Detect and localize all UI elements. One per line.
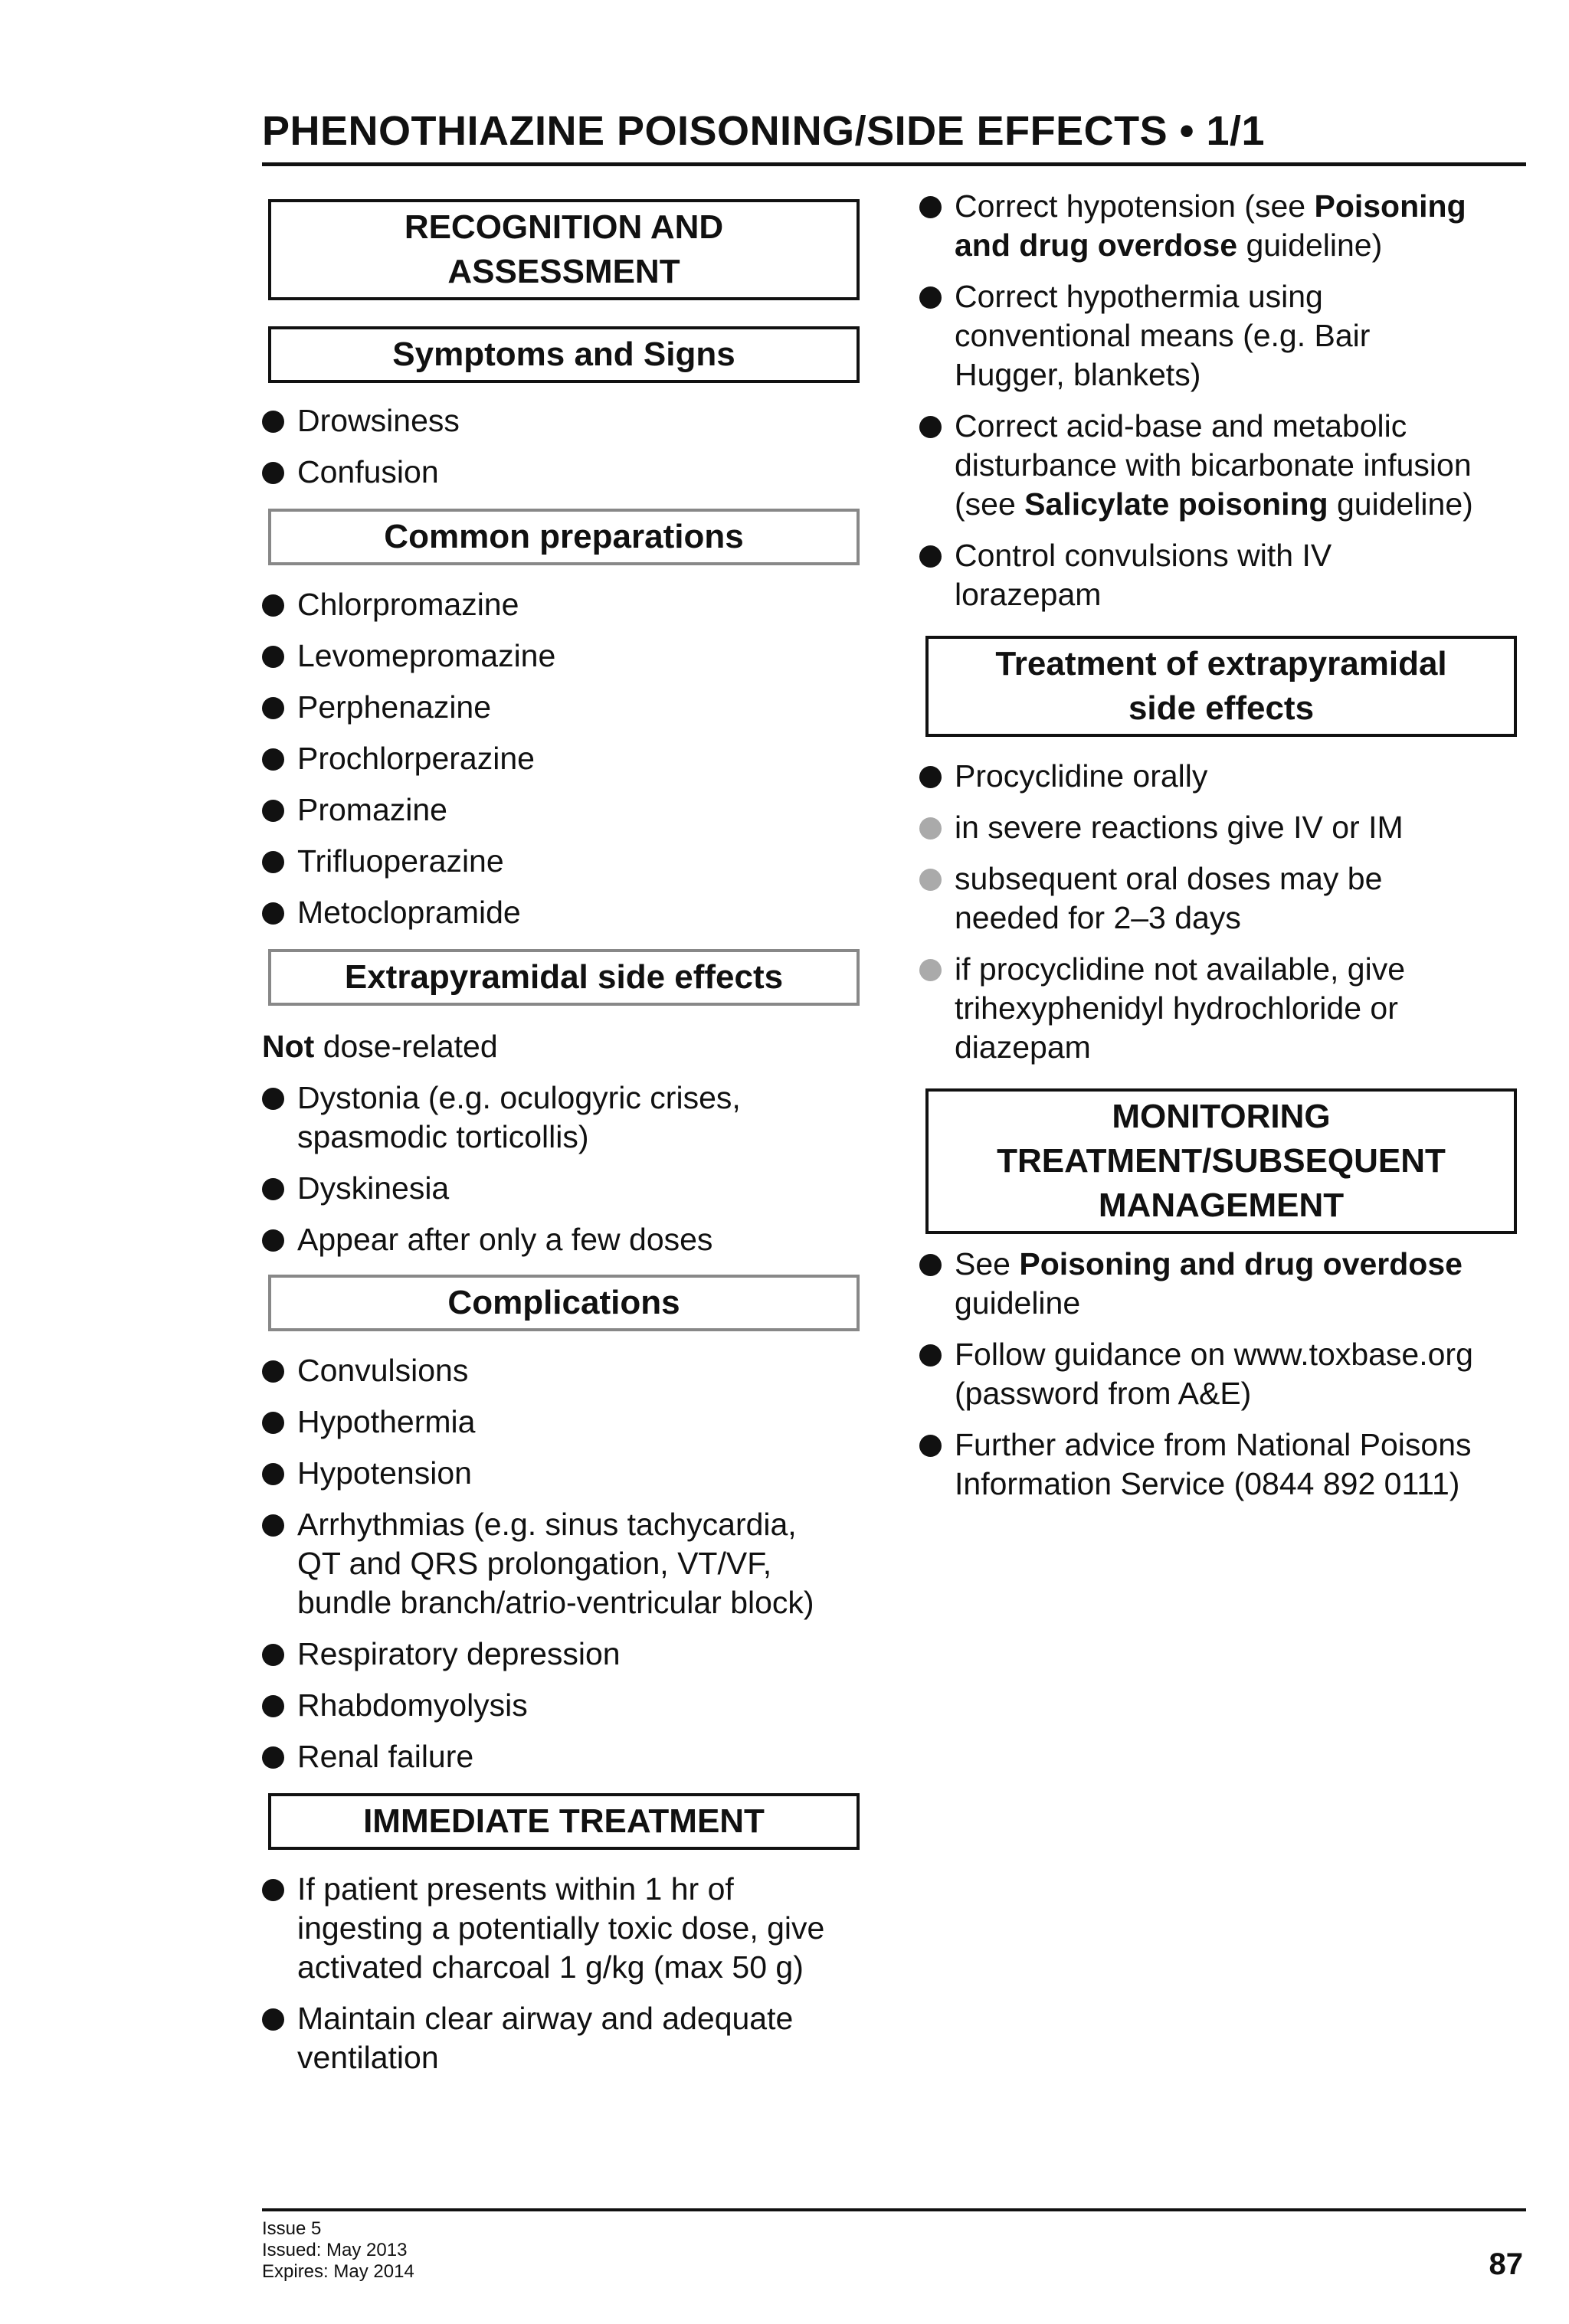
list-item: Drowsiness [262, 401, 860, 440]
list-item: Further advice from National Poisons Information Service (0844 892 0111) [919, 1425, 1517, 1504]
title-rule [262, 162, 1526, 166]
monitoring-heading-line: MONITORING [1112, 1098, 1331, 1135]
right-column [919, 188, 1517, 1504]
extrapyramidal-heading [268, 949, 860, 1006]
extrapyramidal-treatment-heading-line: Treatment of extrapyramidal [995, 645, 1447, 682]
list-item: if procyclidine not available, give trihexyphenidyl hydrochloride or diazepam [919, 950, 1517, 1067]
list-item: in severe reactions give IV or IM [919, 808, 1517, 847]
bullet-icon [262, 462, 284, 484]
preparations-heading [268, 509, 860, 565]
complications-heading-text: Complications [447, 1284, 680, 1321]
list-item: Metoclopramide [262, 893, 860, 932]
issued-date: Issued: May 2013 [262, 2240, 408, 2260]
sub-bullet-icon [919, 817, 942, 840]
complications-heading [268, 1275, 860, 1331]
bullet-icon [919, 1344, 942, 1367]
bullet-icon [262, 1644, 284, 1666]
page-title: PHENOTHIAZINE POISONING/SIDE EFFECTS • 1/1 [262, 108, 1266, 154]
extrapyramidal-treatment-heading-line: side effects [1128, 689, 1315, 727]
immediate-treatment-heading [268, 1793, 860, 1850]
dose-note: Not dose-related [262, 1029, 498, 1064]
list-item: Levomepromazine [262, 637, 860, 676]
recognition-heading-line: ASSESSMENT [447, 253, 680, 290]
extrapyramidal-treatment-heading [925, 636, 1517, 737]
list-item: Control convulsions with IV lorazepam [919, 536, 1517, 614]
bullet-icon [919, 1254, 942, 1276]
list-item: Renal failure [262, 1737, 860, 1776]
bullet-icon [262, 646, 284, 668]
monitoring-heading-line: TREATMENT/SUBSEQUENT [997, 1142, 1446, 1180]
list-item: Follow guidance on www.toxbase.org (password from A&E) [919, 1335, 1517, 1413]
complications-list [262, 1351, 860, 1776]
list-item: Correct acid-base and metabolic disturbance with bicarbonate infusion (see Salicylate poisoning guideline) [919, 407, 1517, 524]
bullet-icon [919, 766, 942, 788]
symptoms-list [262, 401, 860, 492]
expiry-date: Expires: May 2014 [262, 2261, 414, 2282]
bullet-icon [262, 1514, 284, 1537]
monitoring-heading-line: MANAGEMENT [1098, 1187, 1345, 1224]
bullet-icon [262, 1695, 284, 1717]
bullet-icon [262, 594, 284, 617]
list-item: Prochlorperazine [262, 739, 860, 778]
sub-bullet-icon [919, 959, 942, 981]
preparations-heading-text: Common preparations [384, 518, 744, 555]
list-item: If patient presents within 1 hr of ingesting a potentially toxic dose, give activated charcoal 1 g/kg (max 50 g) [262, 1870, 860, 1987]
list-item: See Poisoning and drug overdose guideline [919, 1245, 1517, 1323]
immediate-treatment-heading-text: IMMEDIATE TREATMENT [363, 1802, 765, 1840]
bullet-icon [262, 1088, 284, 1110]
bullet-icon [262, 851, 284, 873]
bullet-icon [262, 748, 284, 771]
issue-number: Issue 5 [262, 2218, 322, 2239]
extrapyramidal-treatment-list [919, 757, 1517, 1067]
footer-info [262, 2218, 414, 2283]
bullet-icon [262, 902, 284, 925]
list-item: Confusion [262, 453, 860, 492]
list-item: Rhabdomyolysis [262, 1686, 860, 1725]
bullet-icon [919, 1435, 942, 1457]
recognition-heading [268, 199, 860, 300]
bullet-icon [919, 196, 942, 218]
list-item: Hypothermia [262, 1403, 860, 1442]
sub-bullet-icon [919, 869, 942, 891]
bullet-icon [262, 1178, 284, 1200]
bullet-icon [262, 1360, 284, 1383]
list-item: Procyclidine orally [919, 757, 1517, 796]
monitoring-list [919, 1245, 1517, 1504]
symptoms-heading-text: Symptoms and Signs [392, 336, 735, 373]
preparations-list [262, 585, 860, 932]
extrapyramidal-list [262, 1079, 860, 1259]
immediate-treatment-continued-list [919, 187, 1517, 614]
list-item: Convulsions [262, 1351, 860, 1390]
list-item: Chlorpromazine [262, 585, 860, 624]
list-item: Promazine [262, 790, 860, 830]
list-item: Correct hypotension (see Poisoning and drug overdose guideline) [919, 187, 1517, 265]
list-item: Hypotension [262, 1454, 860, 1493]
list-item: Maintain clear airway and adequate ventilation [262, 1999, 860, 2077]
list-item: Perphenazine [262, 688, 860, 727]
bullet-icon [919, 545, 942, 568]
bullet-icon [262, 1229, 284, 1252]
bullet-icon [262, 697, 284, 719]
list-item: Appear after only a few doses [262, 1220, 860, 1259]
list-item: Arrhythmias (e.g. sinus tachycardia, QT and QRS prolongation, VT/VF, bundle branch/atrio-ventricular block) [262, 1505, 860, 1622]
immediate-treatment-list [262, 1870, 860, 2077]
list-item: Correct hypothermia using conventional means (e.g. Bair Hugger, blankets) [919, 277, 1517, 394]
bullet-icon [919, 416, 942, 438]
bullet-icon [262, 1879, 284, 1901]
bullet-icon [262, 800, 284, 822]
bullet-icon [262, 1746, 284, 1769]
bullet-icon [262, 1412, 284, 1434]
symptoms-heading [268, 326, 860, 383]
bullet-icon [262, 1463, 284, 1485]
list-item: subsequent oral doses may be needed for 2–3 days [919, 859, 1517, 938]
page-number: 87 [1489, 2247, 1523, 2281]
list-item: Respiratory depression [262, 1635, 860, 1674]
recognition-heading-line: RECOGNITION AND [404, 208, 724, 246]
list-item: Dyskinesia [262, 1169, 860, 1208]
footer-rule [262, 2208, 1526, 2211]
left-column [262, 196, 860, 2077]
extrapyramidal-heading-text: Extrapyramidal side effects [344, 958, 784, 996]
bullet-icon [262, 411, 284, 433]
list-item: Trifluoperazine [262, 842, 860, 881]
bullet-icon [919, 286, 942, 309]
monitoring-heading [925, 1088, 1517, 1234]
list-item: Dystonia (e.g. oculogyric crises, spasmodic torticollis) [262, 1079, 860, 1157]
bullet-icon [262, 2008, 284, 2031]
